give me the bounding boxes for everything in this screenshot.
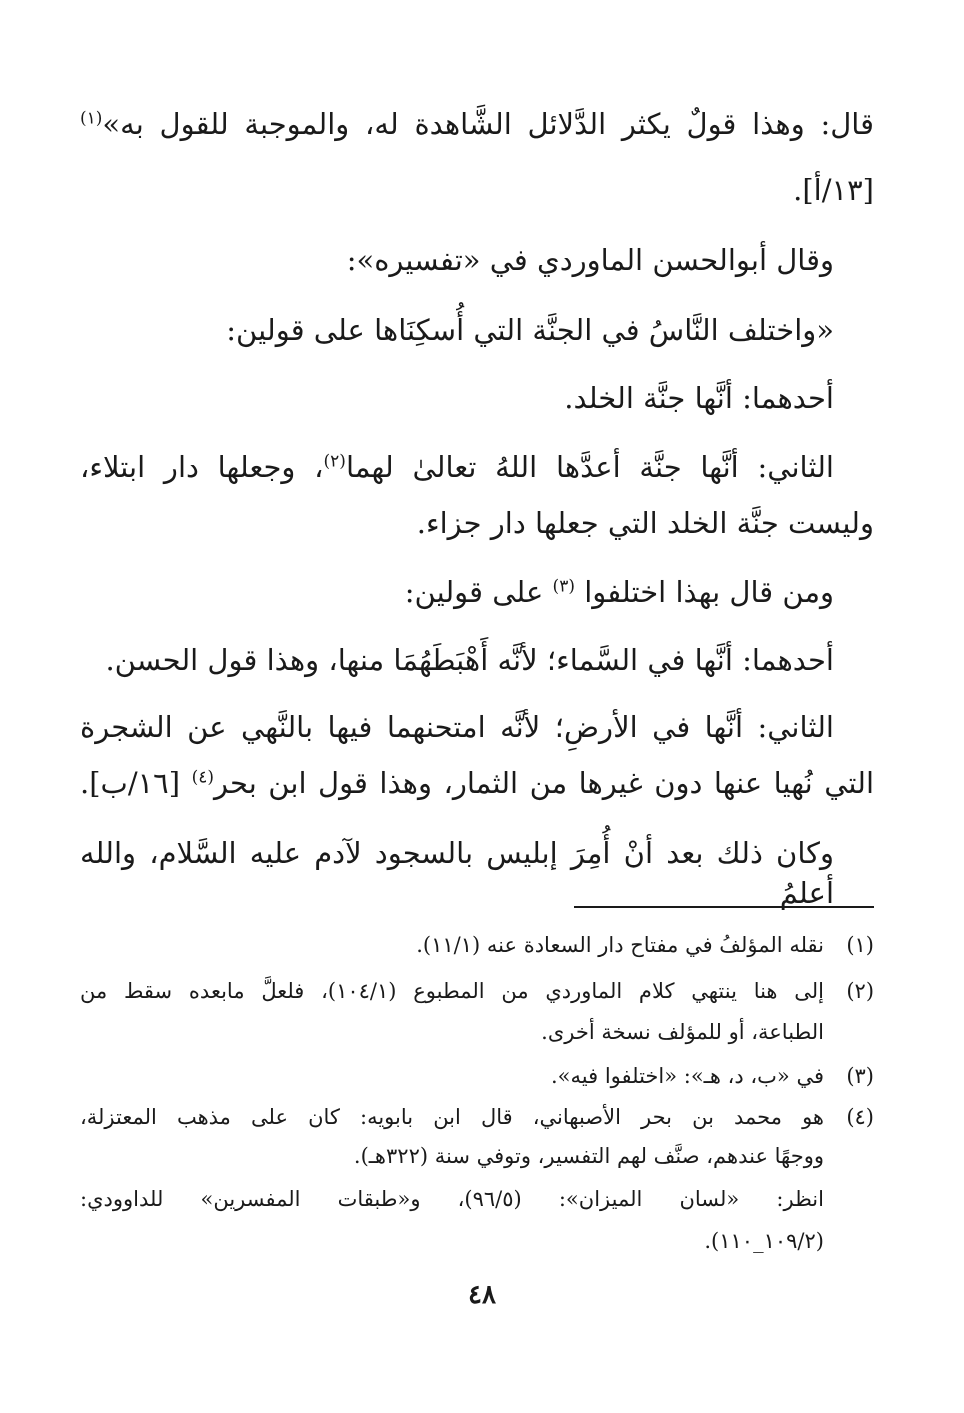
footnote-text: في «ب، د، هـ»: «اختلفوا فيه». [550,1064,824,1088]
paragraph: أحدهما: أنَّها في السَّماء؛ لأنَّه أَهْبَطَهُمَا منها، وهذا قول الحسن. [105,643,834,677]
paragraph: وكان ذلك بعد أنْ أُمِرَ إبليس بالسجود لآدم عليه السَّلام، والله أعلمُ [80,836,834,910]
footnote-number: (٤) [846,1105,874,1129]
text-segment: التي نُهيا عنها دون غيرها من الثمار، وهذا قول ابن بحر [214,766,875,800]
footnote-ref[interactable]: (١) [80,108,103,129]
text-segment: ، وجعلها دار ابتلاء، [80,450,324,484]
footnote-ref[interactable]: (٣) [552,576,575,597]
footnote-ref[interactable]: (٢) [323,451,346,472]
paragraph: وقال أبوالحسن الماوردي في «تفسيره»: [346,243,834,277]
text-line: وليست جنَّة الخلد التي جعلها دار جزاء. [416,506,874,540]
footnote-ref[interactable]: (٤) [191,767,215,788]
footnote-text: نقله المؤلفُ في مفتاح دار السعادة عنه (١١/١). [416,933,824,957]
footnote-separator [574,906,874,908]
footnote-text: هو محمد بن بحر الأصبهاني، قال ابن بابويه: كان على مذهب المعتزلة، [80,1105,824,1129]
footnote-continuation: ووجهًا عندهم، صنَّف لهم التفسير، وتوفي سنة (٣٢٢هـ). [353,1144,824,1168]
text-line [80,447,834,487]
paragraph: «واختلف النَّاسُ في الجنَّة التي أُسكِنَاها على قولين: [226,313,834,347]
text-segment: على قولين: [404,575,544,609]
footnote-number: (١) [846,933,874,957]
paragraph: أحدهما: أنَّها جنَّة الخلد. [564,381,834,415]
footnote-continuation: (١٠٩/٢_١١٠). [704,1229,824,1253]
paragraph [80,572,834,612]
footnote [80,930,874,960]
text-segment: الثاني: أنَّها جنَّة أعدَّها اللهُ تعالىٰ لهما [345,450,834,484]
text-line [80,763,874,803]
footnote [80,1102,874,1132]
text-line: الثاني: أنَّها في الأرضِ؛ لأنَّه امتحنهما فيها بالنَّهي عن الشجرة [80,710,834,744]
footnote-continuation: الطباعة، أو للمؤلف نسخة أخرى. [541,1020,824,1044]
footnote-text: إلى هنا ينتهي كلام الماوردي من المطبوع (١٠٤/١)، فلعلَّ مابعده سقط من [80,979,825,1003]
footnote-continuation: انظر: «لسان الميزان»: (٩٦/٥)، و«طبقات المفسرين» للداوودي: [80,1187,824,1211]
footnote [80,976,874,1006]
text-line: [١٣/أ]. [793,173,874,207]
footnote-number: (٢) [846,979,875,1003]
footnote-number: (٣) [846,1064,874,1088]
text-line [80,104,874,144]
page-number: ٤٨ [468,1280,496,1310]
text-segment: قال: وهذا قولٌ يكثر الدَّلائل الشَّاهدة له، والموجبة للقول به» [102,107,874,141]
text-segment: ومن قال بهذا اختلفوا [584,575,834,609]
text-segment: [١٦/ب]. [80,766,181,800]
footnote [80,1061,874,1091]
